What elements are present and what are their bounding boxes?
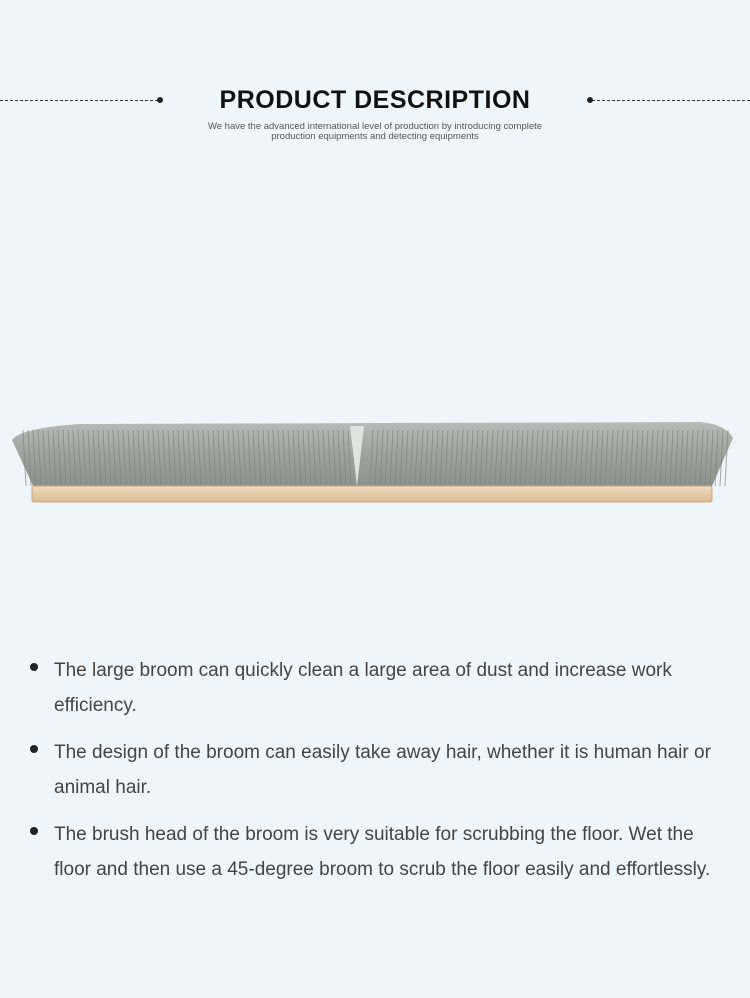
section-title: PRODUCT DESCRIPTION: [219, 86, 531, 114]
list-item-text: The brush head of the broom is very suitable for scrubbing the floor. Wet the floor and then use a 45-degree broom to scrub the floor easily and effortlessly.: [54, 824, 711, 880]
list-item-text: The large broom can quickly clean a large area of dust and increase work efficiency.: [54, 660, 672, 716]
wooden-block: [32, 486, 712, 502]
list-item-text: The design of the broom can easily take away hair, whether it is human hair or animal hair.: [54, 742, 711, 798]
bullet-icon: [30, 663, 38, 671]
list-item: [30, 653, 720, 723]
section-header: [0, 0, 750, 160]
list-item: [30, 735, 720, 805]
bullet-icon: [30, 745, 38, 753]
section-subtitle: We have the advanced international level of production by introducing complete production equipments and detecting equipments: [207, 121, 543, 142]
broom-head-icon: [0, 400, 750, 520]
description-list: [30, 653, 720, 899]
list-item: [30, 817, 720, 887]
product-image: [0, 400, 750, 520]
bullet-icon: [30, 827, 38, 835]
